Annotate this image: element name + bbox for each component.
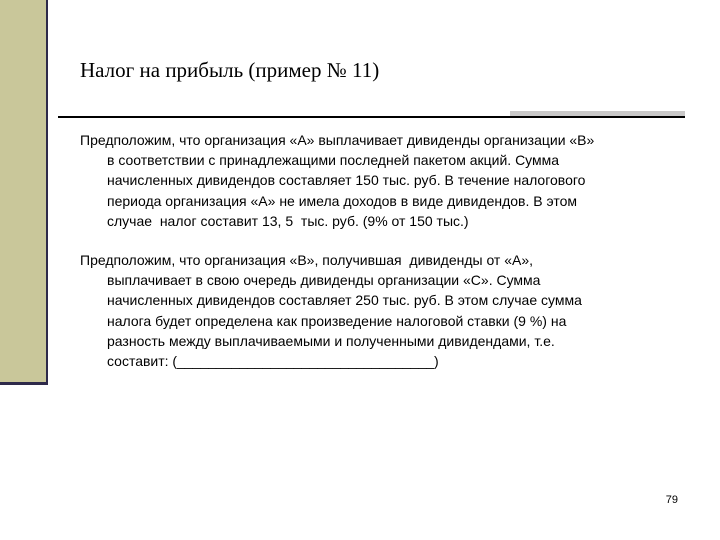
example-paragraph-2: Предположим, что организация «В», получившая дивиденды от «А», выплачивает в свою очередь дивиденды организации «С». Сумма начисленных дивидендов составляет 250 тыс. руб. В этом случае сумма налога будет определена как произведение налоговой ставки (9 %) на разность между выплачиваемыми и полученными дивидендами, т.е. составит: (_________________________________)	[80, 252, 582, 370]
slide-title: Налог на прибыль (пример № 11)	[80, 58, 380, 82]
left-bar-edge-line	[46, 0, 48, 385]
title-divider	[58, 116, 685, 118]
left-bar-base-line	[0, 382, 46, 385]
page-number: 79	[665, 494, 678, 506]
slide-body	[80, 130, 690, 390]
example-paragraph-1: Предположим, что организация «А» выплачивает дивиденды организации «В» в соответствии с принадлежащими последней пакетом акций. Сумма начисленных дивидендов составляет 150 тыс. руб. В течение налогового периода организация «А» не имела доходов в виде дивидендов. В этом случае налог составит 13, 5 тыс. руб. (9% от 150 тыс.)	[80, 132, 595, 229]
left-decorative-bar	[0, 0, 46, 382]
